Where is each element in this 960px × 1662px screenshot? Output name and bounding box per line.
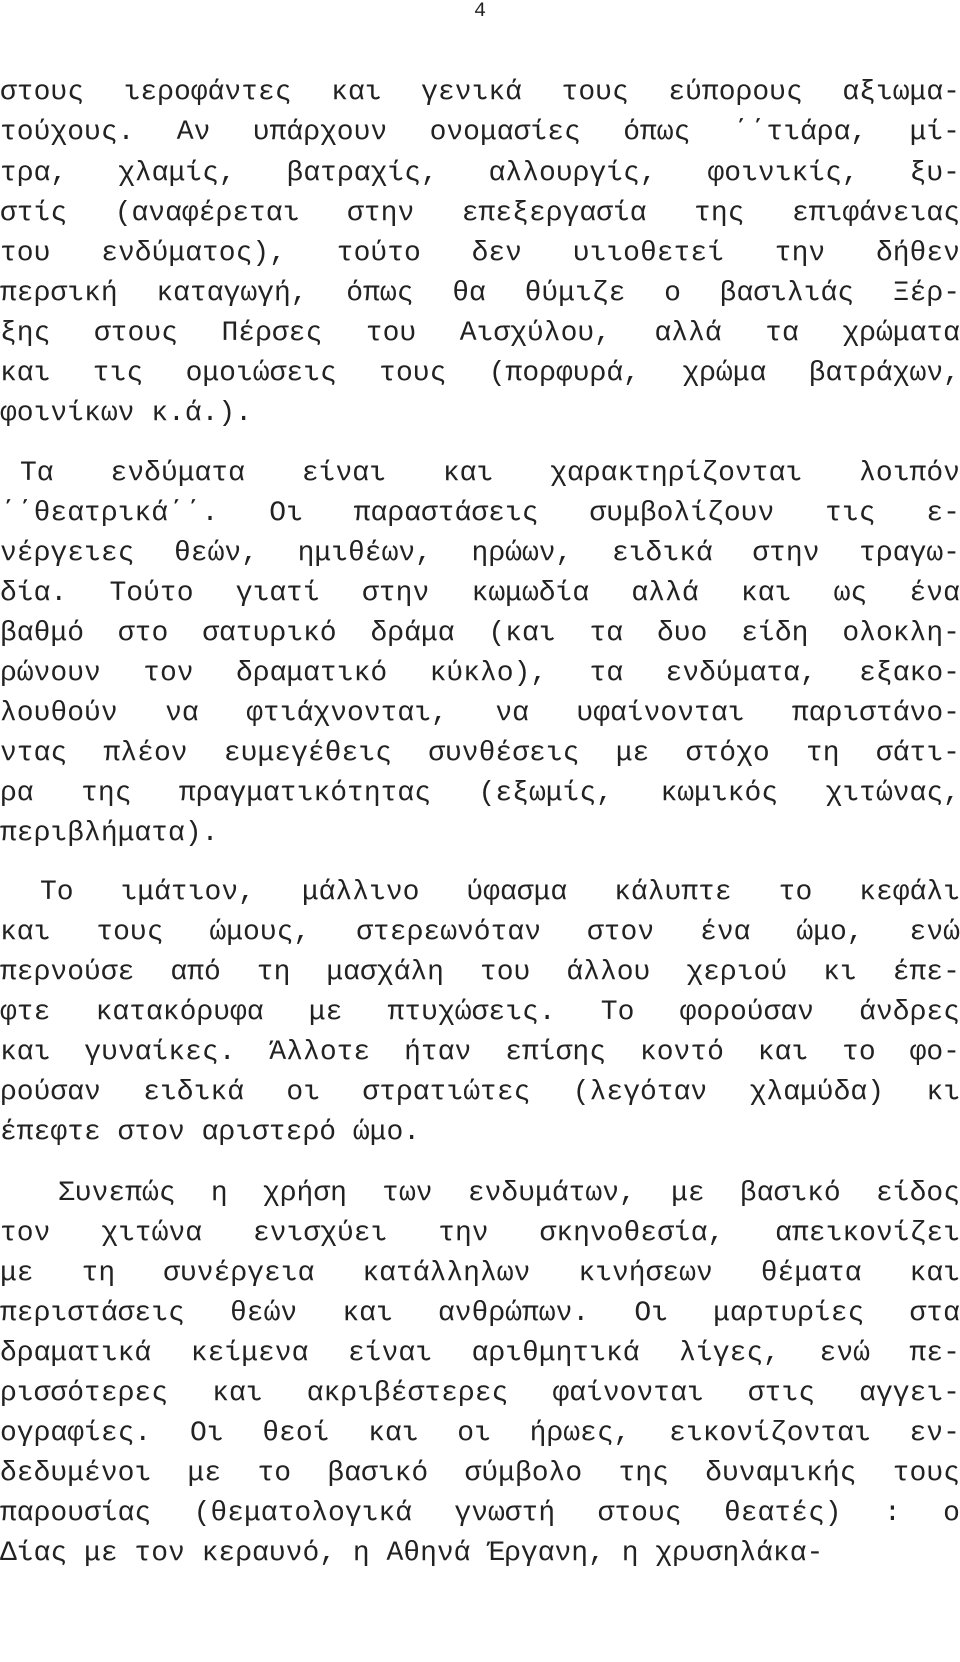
text-line: ΄΄θεατρικά΄΄. Οι παραστάσεις συμβολίζουν τις ε- [0, 497, 960, 529]
text-line: περιστάσεις θεών και ανθρώπων. Οι μαρτυρίες στα [0, 1297, 960, 1329]
text-line: ρα της πραγματικότητας (εξωμίς, κωμικός χιτώνας, [0, 777, 960, 809]
text-line: τον χιτώνα ενισχύει την σκηνοθεσία, απεικονίζει [0, 1217, 960, 1249]
text-line: περσική καταγωγή, όπως θα θύμιζε ο βασιλιάς Ξέρ- [0, 277, 960, 309]
text-line: ξης στους Πέρσες του Αισχύλου, αλλά τα χρώματα [0, 317, 960, 349]
text-line: λουθούν να φτιάχνονται, να υφαίνονται παριστάνο- [0, 697, 960, 729]
text-line: με τη συνέργεια κατάλληλων κινήσεων θέματα και [0, 1257, 960, 1289]
text-line: δραματικά κείμενα είναι αριθμητικά λίγες, ενώ πε- [0, 1337, 960, 1369]
text-line: δία. Τούτο γιατί στην κωμωδία αλλά και ως ένα [0, 577, 960, 609]
text-line: τρα, χλαμίς, βατραχίς, αλλουργίς, φοινικίς, ξυ- [0, 157, 960, 189]
text-line: Συνεπώς η χρήση των ενδυμάτων, με βασικό είδος [58, 1177, 960, 1209]
text-line: Τα ενδύματα είναι και χαρακτηρίζονται λοιπόν [20, 457, 960, 489]
text-line: φοινίκων κ.ά.). [0, 397, 253, 429]
page-number: 4 [473, 0, 486, 23]
text-line: περνούσε από τη μασχάλη του άλλου χεριού κι έπε- [0, 956, 960, 988]
text-line: νέργειες θεών, ημιθέων, ηρώων, ειδικά στην τραγω- [0, 537, 960, 569]
text-line: Το ιμάτιον, μάλλινο ύφασμα κάλυπτε το κεφάλι [40, 876, 960, 908]
text-line: και τις ομοιώσεις τους (πορφυρά, χρώμα βατράχων, [0, 357, 960, 389]
text-line: έπεφτε στον αριστερό ώμο. [0, 1116, 421, 1148]
text-line: του ενδύματος), τούτο δεν υιιοθετεί την δήθεν [0, 237, 960, 269]
text-line: δεδυμένοι με το βασικό σύμβολο της δυναμικής τους [0, 1457, 960, 1489]
text-line: ρισσότερες και ακριβέστερες φαίνονται στις αγγει- [0, 1377, 960, 1409]
text-line: ρώνουν τον δραματικό κύκλο), τα ενδύματα, εξακο- [0, 657, 960, 689]
text-line: τούχους. Αν υπάρχουν ονομασίες όπως ΄΄τιάρα, μί- [0, 116, 960, 148]
text-line: περιβλήματα). [0, 817, 219, 849]
text-line: στους ιεροφάντες και γενικά τους εύπορους αξιωμα- [0, 76, 960, 108]
text-line: παρουσίας (θεματολογικά γνωστή στους θεατές) : ο [0, 1497, 960, 1529]
text-line: ντας πλέον ευμεγέθεις συνθέσεις με στόχο τη σάτι- [0, 737, 960, 769]
text-line: βαθμό στο σατυρικό δράμα (και τα δυο είδη ολοκλη- [0, 617, 960, 649]
text-line: φτε κατακόρυφα με πτυχώσεις. Το φορούσαν άνδρες [0, 996, 960, 1028]
text-line: στίς (αναφέρεται στην επεξεργασία της επιφάνειας [0, 197, 960, 229]
text-line: και γυναίκες. Άλλοτε ήταν επίσης κοντό και το φο- [0, 1036, 960, 1068]
text-line: και τους ώμους, στερεωνόταν στον ένα ώμο, ενώ [0, 916, 960, 948]
text-line: ογραφίες. Οι θεοί και οι ήρωες, εικονίζονται εν- [0, 1417, 960, 1449]
text-line: Δίας με τον κεραυνό, η Αθηνά Έργανη, η χρυσηλάκα- [0, 1537, 824, 1569]
text-line: ρούσαν ειδικά οι στρατιώτες (λεγόταν χλαμύδα) κι [0, 1076, 960, 1108]
